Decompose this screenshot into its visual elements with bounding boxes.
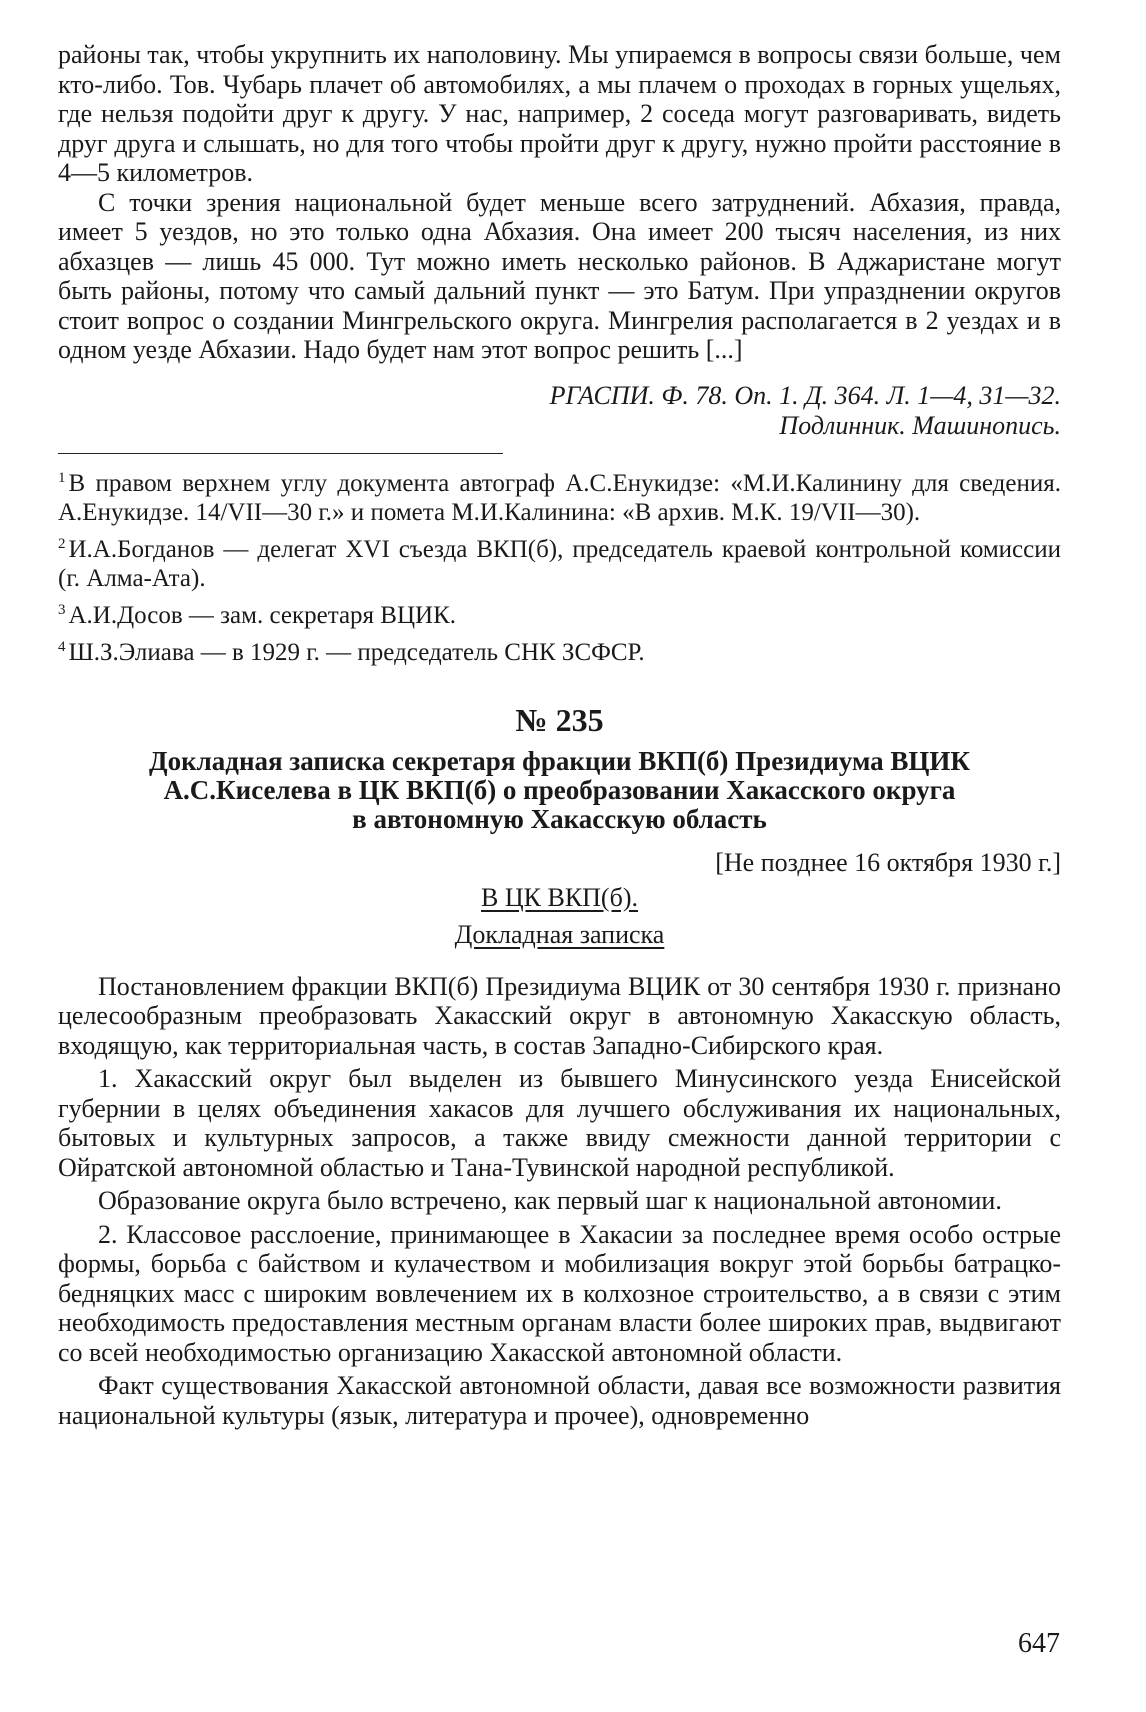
footnote-text: А.И.Досов — зам. секретаря ВЦИК. (68, 601, 456, 629)
footnotes (58, 464, 1061, 667)
paragraph: С точки зрения национальной будет меньше всего затруднений. Абхазия, правда, имеет 5 уездов, но это только одна Абхазия. Она имеет 200 тысяч населения, из них абхазцев — лишь 45 000. Тут можно иметь несколько районов. В Аджаристане могут быть районы, потому что самый дальний пункт — это Батум. При упразднении округов стоит вопрос о создании Мингрельского округа. Мингрелия располагается в 2 уездах и в одном уезде Абхазии. Надо будет нам этот вопрос решить [...] (58, 187, 1061, 364)
document-title (58, 747, 1061, 834)
paragraph: Факт существования Хакасской автономной области, давая все возможности развития национальной культуры (язык, литература и прочее), одновременно (58, 1371, 1061, 1430)
title-line: Докладная записка секретаря фракции ВКП(б) Президиума ВЦИК (149, 745, 970, 776)
paragraph: Постановлением фракции ВКП(б) Президиума ВЦИК от 30 сентября 1930 г. признано целесообразным преобразовать Хакасский округ в автономную Хакасскую область, входящую, как территориальная часть, в состав Западно-Сибирского края. (58, 971, 1061, 1060)
page-number: 647 (1018, 1628, 1060, 1659)
addressee-text: В ЦК ВКП(б). (481, 882, 638, 912)
title-line: А.С.Киселева в ЦК ВКП(б) о преобразовании Хакасского округа (163, 774, 956, 805)
document-date: [Не позднее 16 октября 1930 г.] (715, 847, 1061, 877)
addressee (58, 882, 1061, 913)
document-type-note: Подлинник. Машинопись. (779, 410, 1061, 440)
archive-source (58, 381, 1061, 441)
archive-reference: РГАСПИ. Ф. 78. Оп. 1. Д. 364. Л. 1—4, 31—32. (549, 380, 1061, 410)
footnote (58, 530, 1061, 593)
footnote-number: 3 (58, 601, 66, 618)
paragraph: районы так, чтобы укрупнить их наполовину. Мы упираемся в вопросы связи больше, чем кто-либо. Тов. Чубарь плачет об автомобилях, а мы плачем о проходах в горных ущельях, где нельзя подойти друг к другу. У нас, например, 2 соседа могут разговаривать, видеть друг друга и слышать, но для того чтобы пройти друг к другу, нужно пройти расстояние в 4—5 километров. (58, 40, 1061, 187)
document-body (58, 972, 1061, 1431)
document-kind (58, 919, 1061, 950)
paragraph: 1. Хакасский округ был выделен из бывшего Минусинского уезда Енисейской губернии в целях объединения хакасов для лучшего обслуживания их национальных, бытовых и культурных запросов, а также ввиду смежности данной территории с Ойратской автономной областью и Тана-Тувинской народной республикой. (58, 1064, 1061, 1182)
footnote (58, 596, 1061, 630)
footnote (58, 633, 1061, 667)
footnote-text: В правом верхнем углу документа автограф А.С.Енукидзе: «М.И.Калинину для сведения. А.Енукидзе. 14/VII—30 г.» и помета М.И.Калинина: «В архив. М.К. 19/VII—30). (58, 469, 1061, 526)
paragraph: 2. Классовое расслоение, принимающее в Хакасии за последнее время особо острые формы, борьба с байством и кулачеством и мобилизация вокруг этой борьбы батрацко-бедняцких масс с широким вовлечением их в колхозное строительство, а в связи с этим необходимость предоставления местным органам власти более широких прав, выдвигают со всей необходимостью организацию Хакасской автономной области. (58, 1219, 1061, 1367)
footnote-number: 1 (58, 469, 66, 486)
document-kind-text: Докладная записка (454, 919, 665, 949)
footnote-number: 4 (58, 638, 66, 655)
document-number: № 235 (515, 701, 604, 738)
page (58, 40, 1061, 1434)
footnote-text: Ш.З.Элиава — в 1929 г. — председатель СНК ЗСФСР. (68, 638, 645, 666)
footnote-text: И.А.Богданов — делегат XVI съезда ВКП(б), председатель краевой контрольной комиссии (г. Алма-Ата). (58, 535, 1061, 592)
title-line: в автономную Хакасскую область (352, 803, 767, 834)
continuation-text (58, 40, 1061, 365)
footnote-number: 2 (58, 535, 66, 552)
footnote-divider (58, 453, 503, 454)
footnote (58, 464, 1061, 527)
paragraph: Образование округа было встречено, как первый шаг к национальной автономии. (98, 1186, 1002, 1215)
